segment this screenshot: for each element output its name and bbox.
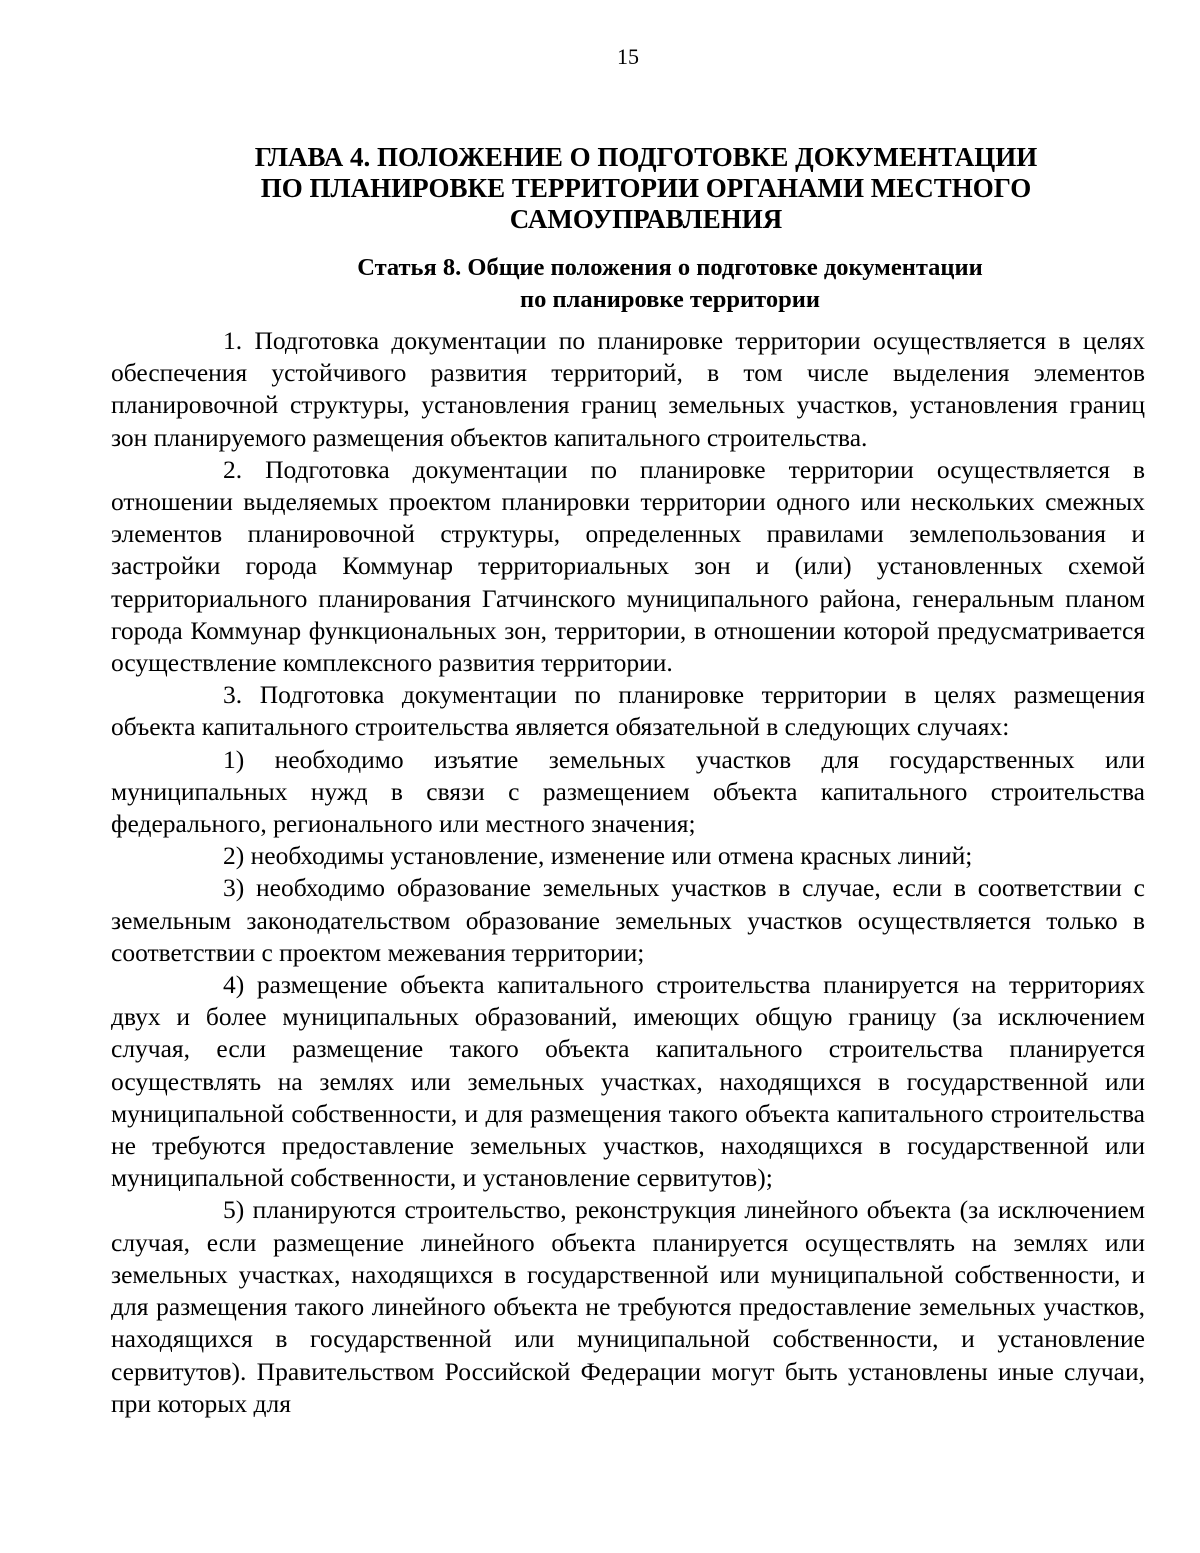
- chapter-title-line: ГЛАВА 4. ПОЛОЖЕНИЕ О ПОДГОТОВКЕ ДОКУМЕНТАЦИИ: [254, 142, 1038, 172]
- chapter-title: [232, 142, 1060, 235]
- chapter-title-line: САМОУПРАВЛЕНИЯ: [509, 204, 783, 234]
- article-title-line: по планировке территории: [520, 286, 820, 313]
- list-item-2: 2) необходимы установление, изменение или отмена красных линий;: [223, 841, 973, 871]
- paragraph-1: 1. Подготовка документации по планировке территории осуществляется в целях обеспечения устойчивого развития территорий, в том числе выделения элементов планировочной структуры, установления границ земельных участков, установления границ зон планируемого размещения объектов капитального строительства.: [111, 326, 1145, 452]
- chapter-title-line: ПО ПЛАНИРОВКЕ ТЕРРИТОРИИ ОРГАНАМИ МЕСТНОГО: [260, 173, 1032, 203]
- list-item-4: 4) размещение объекта капитального строительства планируется на территориях двух и более муниципальных образований, имеющих общую границу (за исключением случая, если размещение такого объекта капитального строительства планируется осуществлять на землях или земельных участках, находящихся в государственной или муниципальной собственности, и для размещения такого объекта капитального строительства не требуются предоставление земельных участков, находящихся в государственной или муниципальной собственности, и установление сервитутов);: [111, 970, 1145, 1193]
- paragraph-2: 2. Подготовка документации по планировке территории осуществляется в отношении выделяемых проектом планировки территории одного или нескольких смежных элементов планировочной структуры, определенных правилами землепользования и застройки города Коммунар территориальных зон и (или) установленных схемой территориального планирования Гатчинского муниципального района, генеральным планом города Коммунар функциональных зон, территории, в отношении которой предусматривается осуществление комплексного развития территории.: [111, 454, 1145, 678]
- article-body: [111, 325, 1145, 1420]
- paragraph-3: 3. Подготовка документации по планировке территории в целях размещения объекта капитального строительства является обязательной в следующих случаях:: [111, 680, 1145, 742]
- list-item-5: 5) планируются строительство, реконструкция линейного объекта (за исключением случая, если размещение линейного объекта планируется осуществлять на землях или земельных участках, находящихся в государственной или муниципальной собственности, и для размещения такого линейного объекта не требуются предоставление земельных участков, находящихся в государственной или муниципальной собственности, и установление сервитутов). Правительством Российской Федерации могут быть установлены иные случаи, при которых для: [111, 1195, 1145, 1418]
- list-item-3: 3) необходимо образование земельных участков в случае, если в соответствии с земельным законодательством образование земельных участков осуществляется только в соответствии с проектом межевания территории;: [111, 873, 1145, 967]
- page-number: 15: [617, 44, 639, 69]
- list-item-1: 1) необходимо изъятие земельных участков для государственных или муниципальных нужд в связи с размещением объекта капитального строительства федерального, регионального или местного значения;: [111, 744, 1145, 839]
- article-title-line: Статья 8. Общие положения о подготовке документации: [357, 254, 983, 281]
- article-title: [300, 252, 1040, 316]
